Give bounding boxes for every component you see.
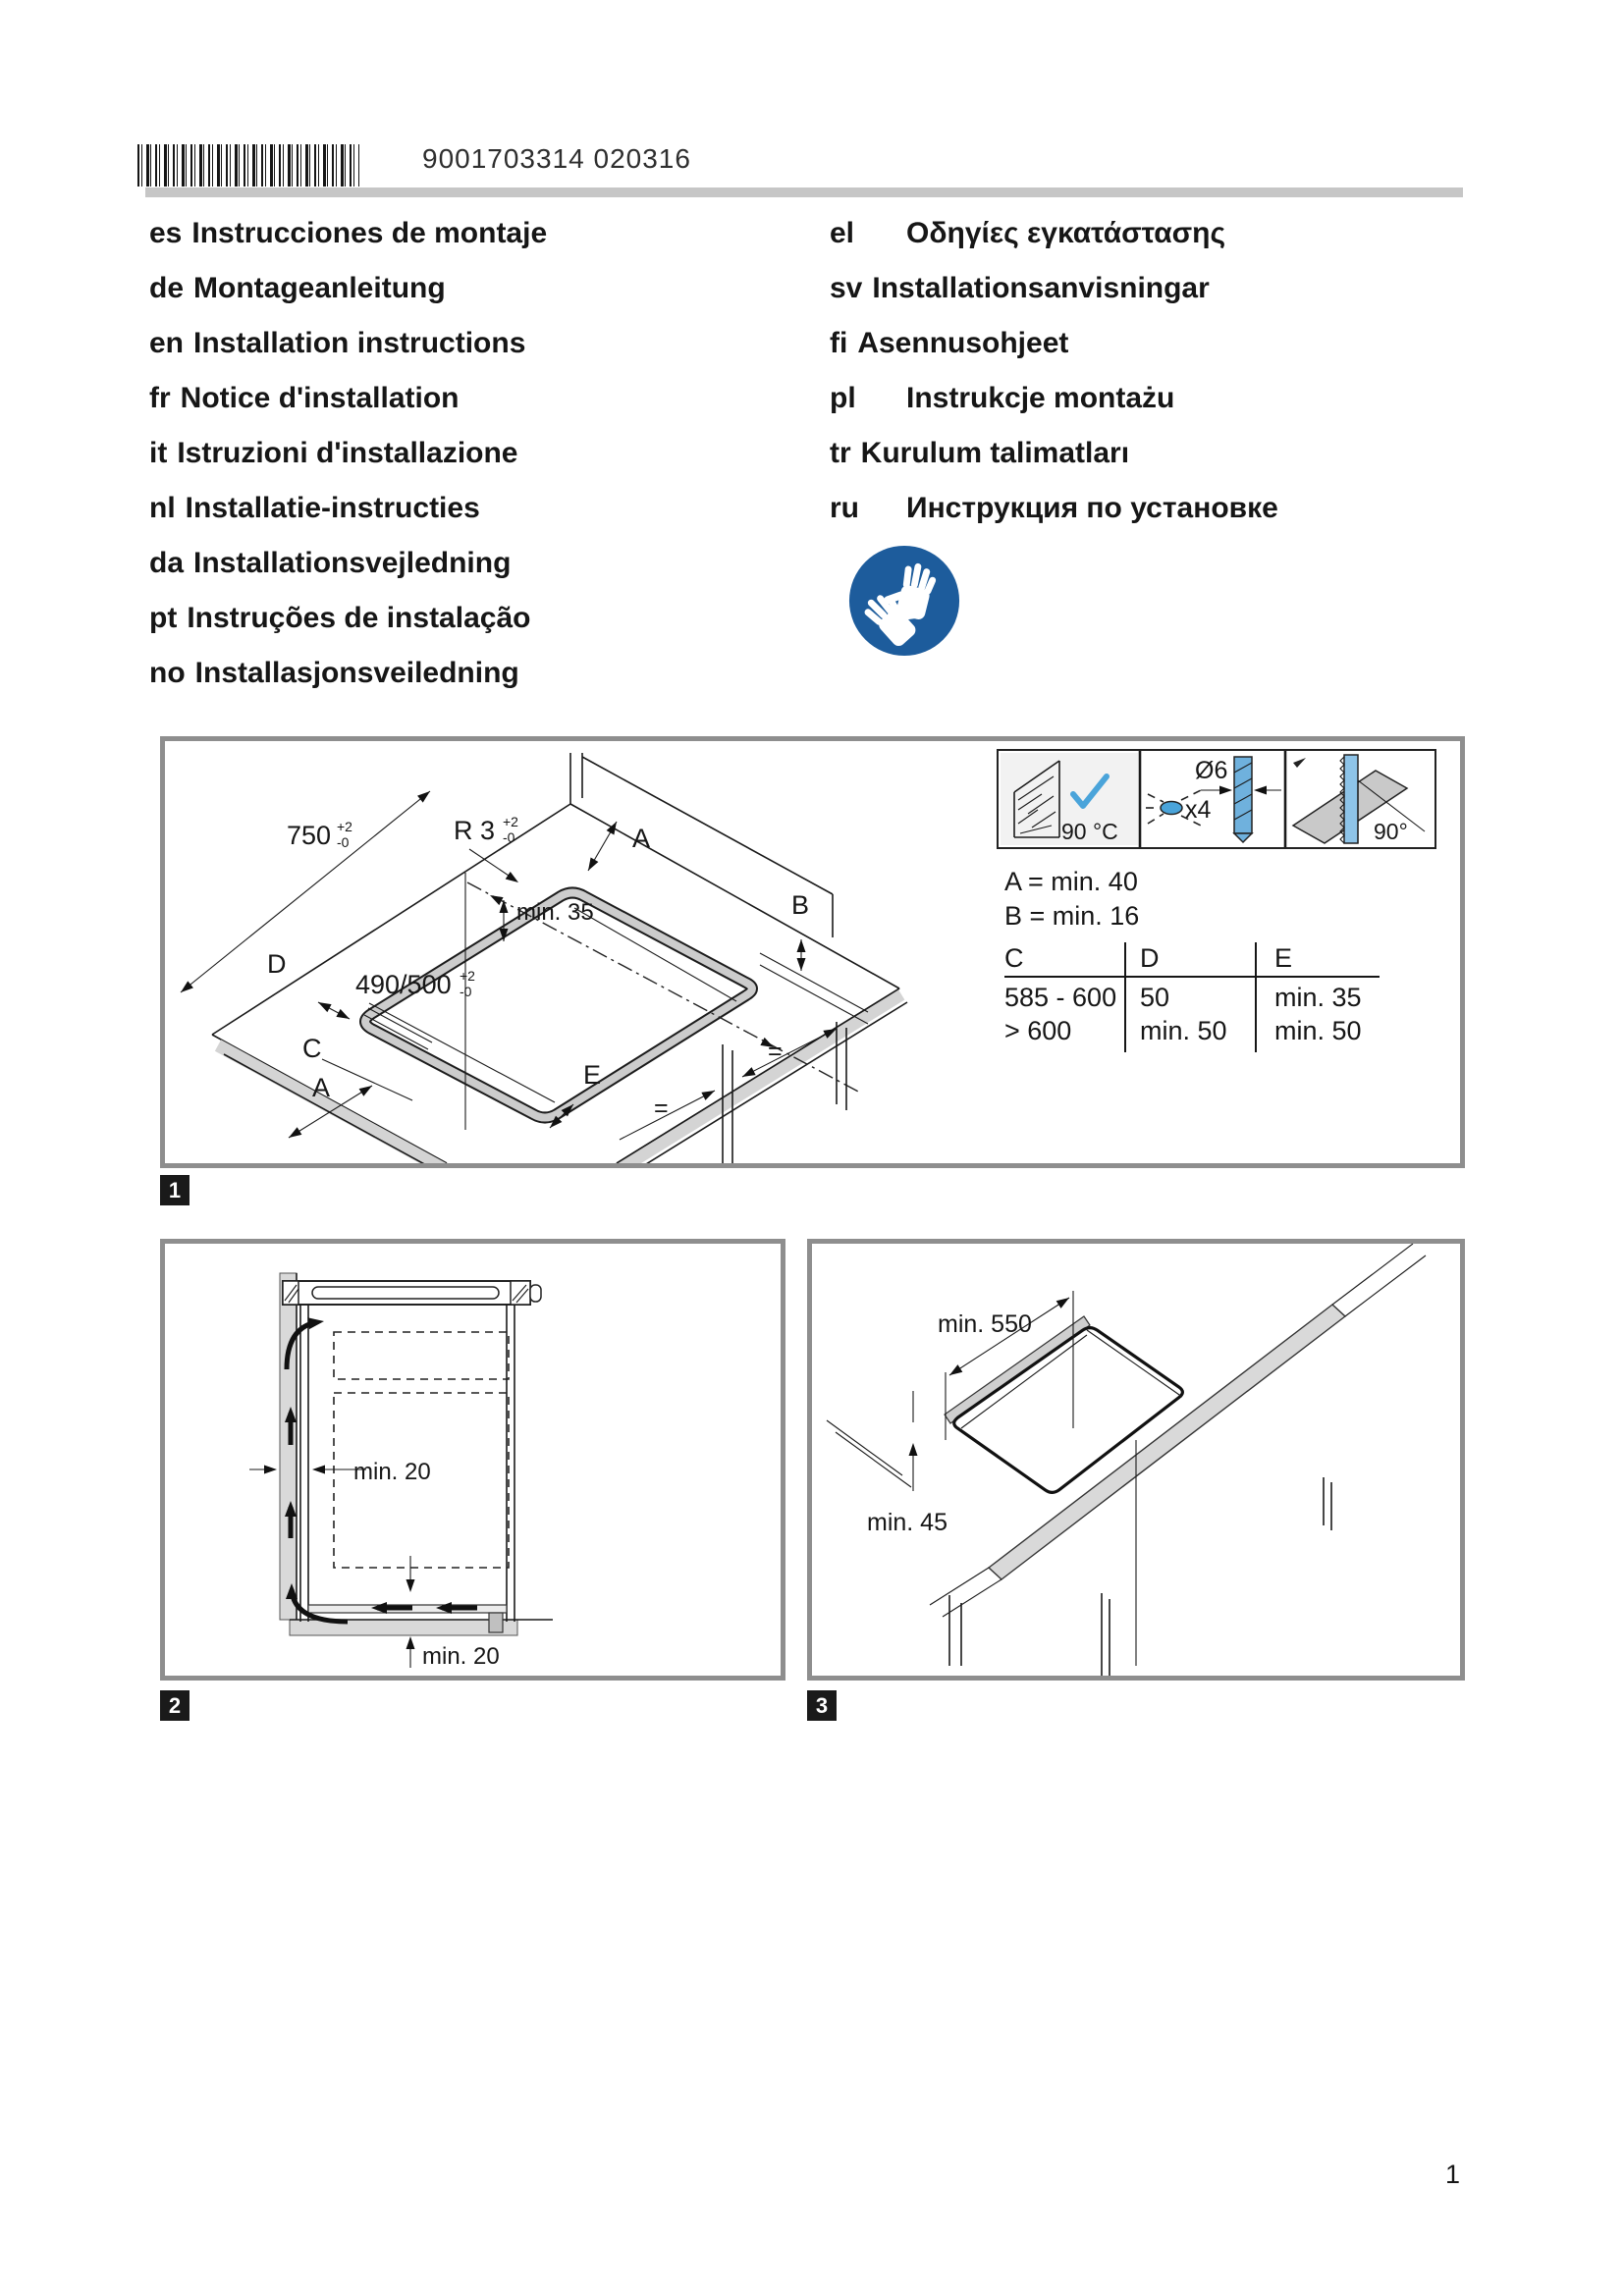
lang-row-el: [830, 206, 1278, 261]
col-header-c: C: [1004, 943, 1024, 973]
worktop-isometric-drawing: [812, 1244, 1460, 1676]
lang-code: fi: [830, 327, 848, 359]
figure-1-cutout-dimensions: [160, 736, 1465, 1168]
dim-radius-label: R 3: [454, 816, 496, 845]
lang-row-es: [149, 206, 547, 261]
lang-title: Οδηγίες εγκατάστασης: [906, 217, 1226, 249]
lang-row-da: [149, 536, 547, 591]
lang-code: pl: [830, 382, 856, 414]
figure-3-badge: 3: [807, 1690, 837, 1721]
equal-mark-1: =: [654, 1095, 669, 1122]
page-number: 1: [1445, 2160, 1461, 2189]
lang-title: Instrucciones de montaje: [191, 217, 548, 249]
dimension-legend: [1004, 865, 1139, 934]
lang-title: Montageanleitung: [193, 272, 446, 304]
lang-code: pt: [149, 602, 178, 634]
table-row: [1004, 1013, 1381, 1046]
language-list-right: [830, 206, 1278, 536]
lang-title: Installationsanvisningar: [872, 272, 1210, 304]
lang-row-en: [149, 316, 547, 371]
equal-mark-2: =: [768, 1038, 783, 1065]
lang-row-sv: [830, 261, 1278, 316]
barcode: [137, 144, 359, 187]
worktop-depth-label: min. 550: [938, 1310, 1032, 1338]
lang-row-it: [149, 426, 547, 481]
language-list-left: [149, 206, 547, 701]
separator-bar: [145, 187, 1463, 197]
label-a-top: A: [632, 824, 651, 853]
label-e: E: [583, 1060, 602, 1090]
col-header-d: D: [1140, 943, 1160, 973]
lang-code: nl: [149, 492, 176, 524]
barcode-number: 9001703314 020316: [422, 143, 691, 174]
lang-row-nl: [149, 481, 547, 536]
temp-90c-label: 90 °C: [1061, 819, 1118, 844]
lang-title: Instrukcje montażu: [906, 382, 1175, 414]
heat-resistance-icon: [1001, 753, 1138, 845]
figure-2-badge: 2: [160, 1690, 189, 1721]
dim-750-label: 750: [287, 821, 332, 850]
table-rule-horizontal: [1004, 976, 1380, 978]
lang-title: Notice d'installation: [180, 382, 460, 414]
table-header-row: [1004, 940, 1381, 974]
dim-490-500-tol-plus: +2: [460, 968, 475, 984]
lang-title: Kurulum talimatları: [860, 437, 1130, 469]
table-rule-vertical: [1124, 942, 1126, 1052]
cell-c2: > 600: [1004, 1016, 1072, 1045]
lang-code: da: [149, 547, 185, 579]
icon-strip-drawing: [999, 751, 1435, 847]
legend-b: B = min. 16: [1004, 901, 1140, 931]
label-d: D: [267, 949, 287, 979]
lang-code: tr: [830, 437, 851, 469]
lang-row-ru: [830, 481, 1278, 536]
table-rule-vertical: [1255, 942, 1257, 1052]
lang-code: fr: [149, 382, 171, 414]
lang-row-de: [149, 261, 547, 316]
installation-icon-strip: [997, 749, 1436, 849]
dimension-table: [1004, 940, 1381, 1046]
label-c: C: [302, 1034, 322, 1063]
lang-code: el: [830, 217, 855, 249]
figure-3-worktop: [807, 1239, 1465, 1681]
lang-row-no: [149, 646, 547, 701]
lang-code: ru: [830, 492, 859, 524]
lang-title: Installationsvejledning: [193, 547, 512, 579]
lang-title: Installatie-instructies: [185, 492, 480, 524]
figure-2-ventilation: [160, 1239, 785, 1681]
saw-cut-angle-icon: [1293, 755, 1425, 844]
lang-title: Asennusohjeet: [857, 327, 1069, 359]
lang-row-fi: [830, 316, 1278, 371]
ventilation-drawing: [165, 1244, 781, 1676]
lang-row-pt: [149, 591, 547, 646]
cell-d2: min. 50: [1140, 1016, 1227, 1045]
lang-code: en: [149, 327, 185, 359]
lang-code: sv: [830, 272, 863, 304]
legend-a: A = min. 40: [1004, 867, 1138, 896]
label-a-bottom: A: [312, 1073, 331, 1102]
dim-750-tol-minus: -0: [337, 834, 350, 850]
cutout-isometric-drawing: [173, 745, 990, 1163]
lang-code: es: [149, 217, 183, 249]
dim-min35-label: min. 35: [516, 899, 594, 926]
lang-row-pl: [830, 371, 1278, 426]
dim-490-500-tol-minus: -0: [460, 984, 472, 999]
cell-e1: min. 35: [1274, 983, 1362, 1012]
dim-radius-tol-plus: +2: [503, 814, 518, 829]
table-row: [1004, 980, 1381, 1013]
dim-radius-tol-minus: -0: [503, 829, 515, 845]
cut-angle-label: 90°: [1374, 819, 1408, 844]
lang-title: Istruzioni d'installazione: [177, 437, 518, 469]
label-b: B: [791, 890, 810, 920]
drill-count-label: x4: [1185, 796, 1212, 824]
lang-row-tr: [830, 426, 1278, 481]
lang-code: no: [149, 657, 186, 689]
lang-title: Инструкция по установке: [906, 492, 1278, 524]
dim-750-tol-plus: +2: [337, 819, 352, 834]
lang-row-fr: [149, 371, 547, 426]
dim-490-500-label: 490/500: [355, 970, 452, 999]
side-gap-label: min. 20: [353, 1459, 431, 1485]
cell-c1: 585 - 600: [1004, 983, 1117, 1012]
lang-code: it: [149, 437, 168, 469]
lang-code: de: [149, 272, 185, 304]
cell-d1: 50: [1140, 983, 1170, 1012]
wear-gloves-icon: [846, 543, 962, 659]
lang-title: Instruções de instalação: [187, 602, 531, 634]
drill-diameter-label: Ø6: [1195, 757, 1228, 784]
col-header-e: E: [1274, 943, 1293, 973]
figure-1-badge: 1: [160, 1175, 189, 1205]
lang-title: Installation instructions: [193, 327, 526, 359]
front-gap-label: min. 45: [867, 1509, 947, 1536]
lang-title: Installasjonsveiledning: [194, 657, 519, 689]
cell-e2: min. 50: [1274, 1016, 1362, 1045]
drill-holes-icon: [1146, 757, 1281, 842]
bottom-gap-label: min. 20: [422, 1643, 500, 1670]
